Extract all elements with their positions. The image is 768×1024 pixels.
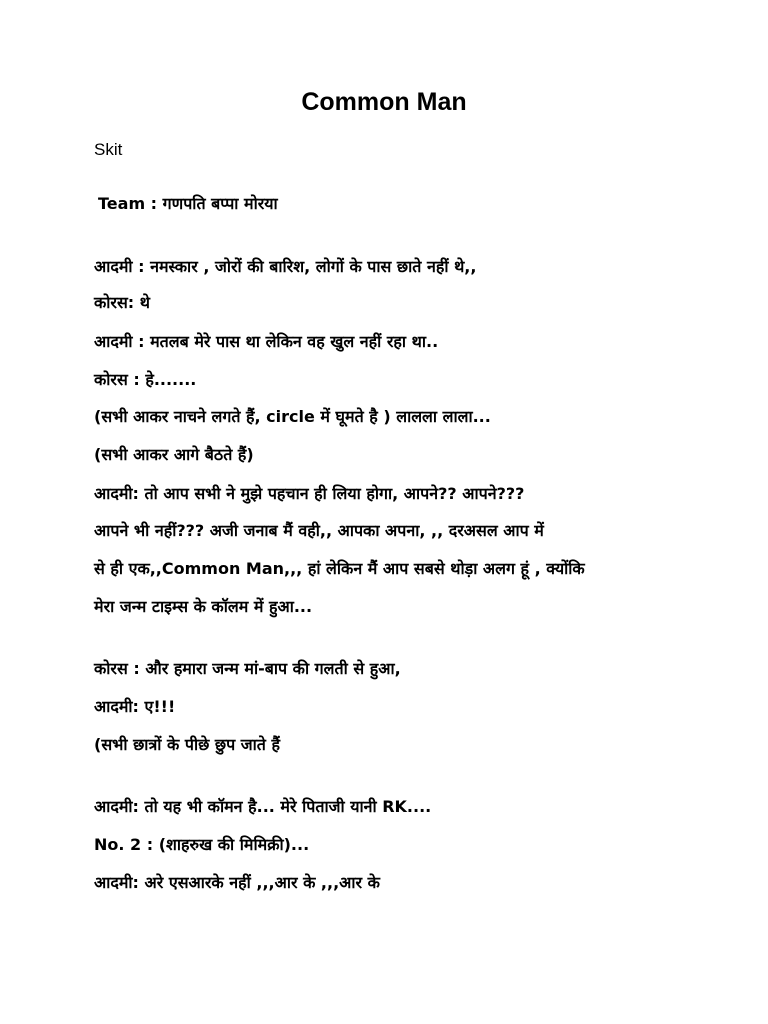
stage-direction-line: (सभी आकर आगे बैठते हैं) [94, 445, 254, 464]
dialogue-line: आदमी: तो यह भी कॉमन है... मेरे पिताजी यानी RK.... [94, 797, 432, 816]
document-title: Common Man [301, 88, 467, 116]
dialogue-line: आदमी: ए!!! [94, 697, 176, 716]
dialogue-line: आदमी: तो आप सभी ने मुझे पहचान ही लिया होगा, आपने?? आपने??? [94, 484, 525, 503]
dialogue-line: आदमी: अरे एसआरके नहीं ,,,आर के ,,,आर के [94, 873, 380, 892]
dialogue-line: आदमी : नमस्कार , जोरों की बारिश, लोगों के पास छाते नहीं थे,, [94, 257, 477, 276]
team-line: Team : गणपति बप्पा मोरया [98, 194, 278, 213]
document-subtitle: Skit [94, 140, 123, 159]
dialogue-line: आपने भी नहीं??? अजी जनाब मैं वही,, आपका अपना, ,, दरअसल आप में [94, 521, 544, 540]
dialogue-line: कोरस : हे....... [94, 370, 197, 389]
dialogue-line: मेरा जन्म टाइम्स के कॉलम में हुआ... [94, 597, 313, 616]
stage-direction-line: (सभी आकर नाचने लगते हैं, circle में घूमते है ) लालला लाला... [94, 407, 491, 426]
dialogue-line: आदमी : मतलब मेरे पास था लेकिन वह खुल नहीं रहा था.. [94, 332, 439, 351]
dialogue-line: कोरस: थे [94, 293, 150, 312]
dialogue-line: कोरस : और हमारा जन्म मां-बाप की गलती से हुआ, [94, 659, 401, 678]
dialogue-line: No. 2 : (शाहरुख की मिमिक्री)... [94, 835, 310, 854]
stage-direction-line: (सभी छात्रों के पीछे छुप जाते हैं [94, 735, 280, 754]
dialogue-line: से ही एक,,Common Man,,, हां लेकिन मैं आप सबसे थोड़ा अलग हूं , क्योंकि [94, 559, 585, 578]
